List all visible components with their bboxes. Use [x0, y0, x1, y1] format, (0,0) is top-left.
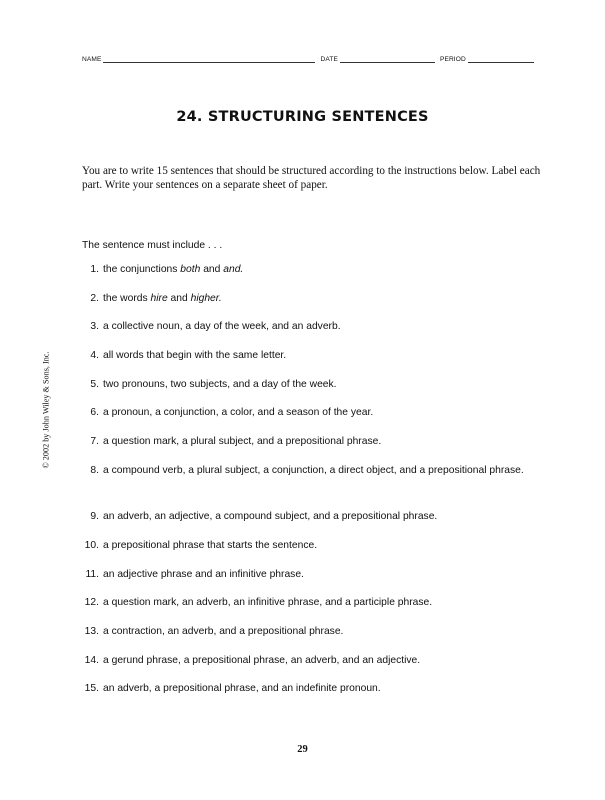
text-run: an adjective phrase and an infinitive phrase.	[103, 568, 304, 580]
list-item-text	[103, 349, 542, 363]
instructions-paragraph: You are to write 15 sentences that should be structured according to the instructions below. Label each part. Write your sentences on a separate sheet of paper.	[82, 165, 541, 191]
name-label: NAME	[82, 56, 102, 63]
date-label: DATE	[320, 56, 338, 63]
text-run: two pronouns, two subjects, and a day of the week.	[103, 378, 337, 390]
list-item-text	[103, 320, 542, 334]
list-item-number: 13.	[84, 626, 99, 637]
text-run: a prepositional phrase that starts the sentence.	[103, 540, 318, 551]
list-item-number: 8.	[90, 464, 99, 476]
date-blank	[340, 55, 435, 63]
list-item-number: 10.	[84, 540, 99, 551]
list-item-number: 2.	[90, 292, 99, 304]
period-label: PERIOD	[439, 56, 466, 63]
list-item-number: 1.	[90, 264, 99, 275]
list-item	[72, 654, 542, 668]
period-blank	[468, 55, 534, 63]
list-item-text	[103, 539, 542, 553]
list-item-text	[103, 292, 542, 306]
text-run: a contraction, an adverb, and a prepositional phrase.	[103, 626, 344, 637]
list-item-number: 11.	[85, 568, 99, 580]
list-item-text	[103, 625, 542, 639]
list-item	[72, 682, 542, 696]
text-run: an adverb, a prepositional phrase, and an indefinite pronoun.	[103, 683, 381, 694]
list-item-number: 9.	[90, 511, 99, 522]
page-title: 24. STRUCTURING SENTENCES	[176, 109, 429, 125]
list-item-text	[103, 596, 542, 610]
list-item-number: 4.	[90, 350, 99, 361]
list-item	[72, 292, 542, 306]
text-run: a compound verb, a plural subject, a conjunction, a direct object, and a prepositional phrase.	[103, 464, 524, 476]
text-run: the words	[103, 292, 151, 304]
text-run: all words that begin with the same letter.	[103, 350, 287, 361]
list-item-number: 3.	[90, 321, 99, 332]
list-item-number: 14.	[84, 654, 99, 666]
list-item-text	[103, 510, 542, 524]
list-item	[72, 596, 542, 610]
list-item-text	[103, 406, 542, 420]
list-item	[72, 568, 542, 582]
text-run: and	[167, 292, 191, 304]
list-item-number: 12.	[84, 597, 99, 608]
list-item-text	[103, 682, 542, 696]
student-info-line	[82, 55, 552, 63]
italic-term: and.	[223, 264, 244, 275]
list-item-text	[103, 654, 542, 668]
copyright-notice: © 2002 by John Wiley & Sons, Inc.	[41, 351, 51, 469]
italic-term: higher.	[190, 292, 222, 304]
text-run: an adverb, an adjective, a compound subject, and a prepositional phrase.	[103, 511, 438, 522]
italic-term: hire	[150, 292, 168, 304]
list-item	[72, 378, 542, 392]
page-number: 29	[297, 744, 308, 755]
list-item	[72, 263, 542, 277]
list-item-text	[103, 464, 542, 478]
list-item-text	[103, 435, 542, 449]
list-item-text	[103, 568, 542, 582]
text-run: and	[200, 264, 224, 275]
name-blank	[103, 55, 315, 63]
list-item	[72, 435, 542, 449]
list-item	[72, 510, 542, 524]
list-item-number: 7.	[90, 436, 99, 447]
list-item-text	[103, 378, 542, 392]
list-lead-in: The sentence must include . . .	[82, 240, 223, 251]
text-run: a question mark, a plural subject, and a prepositional phrase.	[103, 436, 382, 447]
list-item-number: 5.	[90, 378, 99, 390]
list-item	[72, 320, 542, 334]
list-item-number: 15.	[84, 683, 99, 694]
list-item	[72, 539, 542, 553]
text-run: a collective noun, a day of the week, and an adverb.	[103, 321, 341, 332]
list-item-text	[103, 263, 542, 277]
italic-term: both	[180, 264, 201, 275]
text-run: a question mark, an adverb, an infinitive phrase, and a participle phrase.	[103, 597, 433, 608]
list-item	[72, 349, 542, 363]
list-item	[72, 464, 542, 478]
list-item-number: 6.	[90, 407, 99, 418]
text-run: a pronoun, a conjunction, a color, and a season of the year.	[103, 407, 374, 418]
list-item	[72, 625, 542, 639]
list-item	[72, 406, 542, 420]
text-run: the conjunctions	[103, 264, 181, 275]
text-run: a gerund phrase, a prepositional phrase, an adverb, and an adjective.	[103, 654, 421, 666]
